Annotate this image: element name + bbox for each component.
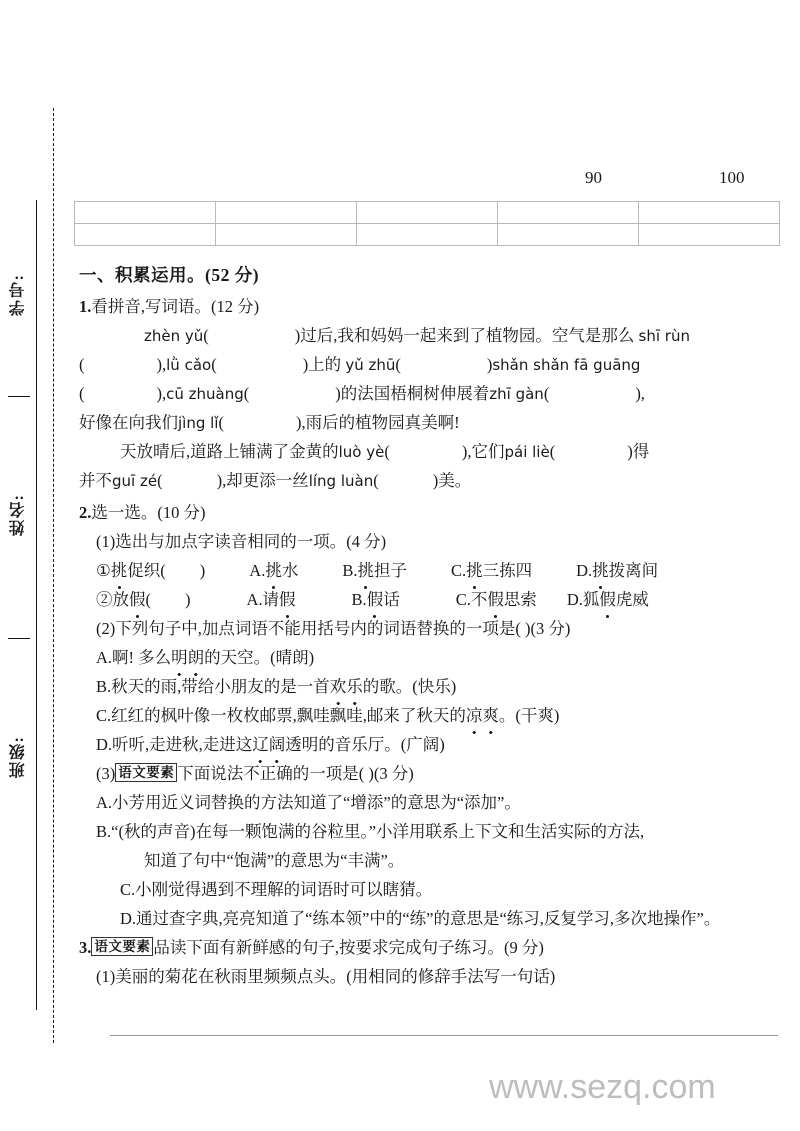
margin-block-class	[0, 662, 37, 852]
q1-line6-pre: 并不	[79, 471, 112, 490]
yuwen-yaosu-badge: 语文要素	[115, 763, 177, 782]
q1-line2-close: ),	[156, 355, 167, 374]
margin-label-student-id: 学号:	[10, 273, 27, 317]
pinyin-zhigan: zhī gàn	[489, 385, 544, 403]
option-text[interactable]: 拨离间	[608, 561, 659, 580]
dotted-char[interactable]: 挑	[357, 557, 374, 585]
pinyin-pailie: pái liè	[504, 443, 550, 461]
option-letter: B.	[351, 590, 367, 609]
option-letter: D.	[576, 561, 593, 580]
option-letter: D.	[566, 590, 583, 609]
option-letter: A.	[249, 561, 266, 580]
pinyin-yuzhu: yǔ zhū	[345, 356, 396, 374]
q1-line-2: ( ),lǜ cǎo( )上的 yǔ zhū( )shǎn shǎn fā guāng	[79, 355, 641, 374]
q2-sub2-option-d[interactable]	[96, 731, 780, 759]
option-text-pre: 秋天的雨,带给小朋友的是一首	[111, 677, 330, 696]
option-text: 的天空。(晴朗)	[204, 648, 315, 667]
q1-line6-end: )美。	[432, 471, 472, 490]
q1-line6-mid: ),却更添一丝	[216, 471, 309, 490]
q1-line3-close: ),	[156, 384, 167, 403]
table-row	[75, 224, 780, 246]
q2-sub3-option-c[interactable]	[120, 876, 780, 904]
dotted-char[interactable]: 假	[279, 586, 296, 614]
question-3-heading	[79, 934, 780, 962]
option-text: 透明的音乐厅。(广阔)	[285, 735, 445, 754]
option-text[interactable]: 思索	[503, 590, 537, 609]
dotted-char[interactable]: 挑	[592, 557, 609, 585]
q2-sub2-option-b[interactable]	[96, 673, 780, 701]
fold-dashed-line	[53, 108, 54, 1043]
table-row	[75, 202, 780, 224]
q2-sub3-prefix: (3)	[96, 764, 116, 783]
option-letter: B.	[96, 677, 112, 696]
option-text: 。(干爽)	[498, 706, 560, 725]
q2-sub1-item-2	[96, 586, 780, 614]
option-letter: D.	[96, 735, 113, 754]
option-letter: B.	[96, 822, 112, 841]
dotted-phrase: 欢乐	[330, 673, 363, 701]
item-marker: ②	[96, 590, 113, 609]
margin-divider-1	[8, 396, 30, 397]
question-1-heading	[79, 293, 780, 321]
q2-sub2-option-a[interactable]	[96, 644, 780, 672]
option-text-pre[interactable]: 请	[262, 590, 280, 609]
question-3-number: 3.	[79, 938, 92, 957]
table-cell[interactable]	[75, 224, 216, 246]
option-letter: C.	[450, 561, 467, 580]
dotted-char: 假	[129, 586, 146, 614]
q1-line-4: 好像在向我们jìng lǐ( ),雨后的植物园真美啊!	[79, 413, 460, 432]
student-info-margin	[0, 200, 37, 1010]
question-3-heading-text: 品读下面有新鲜感的句子,按要求完成句子练习。(9 分)	[153, 938, 544, 957]
pinyin-shanshanfaguang: shǎn shǎn fā guāng	[492, 356, 641, 374]
q1-line3-mid: )的法国梧桐树伸展着	[335, 384, 490, 403]
question-1-number: 1.	[79, 297, 92, 316]
dotted-phrase: 凉爽	[466, 702, 499, 730]
score-number-90: 90	[585, 168, 602, 187]
option-text-pre: 红红的枫叶像一枚枚邮票,飘哇飘哇,邮来了秋天的	[111, 706, 466, 725]
pinyin-cuzhuang: cū zhuàng	[166, 385, 244, 403]
margin-block-student-id	[0, 200, 37, 390]
q2-sub3-label	[96, 760, 780, 788]
q2-sub2-label: (2)下列句子中,加点词语不能用括号内的词语替换的一项是( )(3 分)	[96, 619, 571, 638]
q2-sub2-option-c[interactable]	[96, 702, 780, 730]
dotted-phrase: 明朗	[171, 644, 204, 672]
dotted-char[interactable]: 挑	[265, 557, 282, 585]
option-letter: D.	[120, 909, 137, 928]
option-text-pre[interactable]: 不	[470, 590, 488, 609]
q1-line1-text: )过后,我和妈妈一起来到了植物园。空气是那么	[294, 326, 635, 345]
option-text: 小芳用近义词替换的方法知道了“增添”的意思为“添加”。	[112, 793, 521, 812]
table-cell[interactable]	[498, 202, 639, 224]
option-letter: C.	[120, 880, 136, 899]
dotted-char[interactable]: 假	[367, 586, 384, 614]
q2-sub3-option-b[interactable]	[96, 818, 780, 846]
q2-sub3-label-text: 下面说法不正确的一项是( )(3 分)	[177, 764, 414, 783]
item-stem-end: )	[185, 590, 191, 609]
option-letter: A.	[96, 793, 113, 812]
option-text[interactable]: 三拣四	[482, 561, 533, 580]
q1-line-6: 并不guī zé( ),却更添一丝líng luàn( )美。	[79, 471, 472, 490]
q1-line5-mid: ),它们	[461, 442, 505, 461]
pinyin-zhenyu: zhèn yǔ	[144, 327, 204, 345]
question-2-heading-text: 选一选。(10 分)	[91, 503, 206, 522]
dotted-char[interactable]: 假	[487, 586, 504, 614]
q2-sub1-label: (1)选出与加点字读音相同的一项。(4 分)	[96, 532, 387, 551]
option-letter: A.	[96, 648, 113, 667]
question-2-number: 2.	[79, 503, 92, 522]
option-text: 通过查字典,亮亮知道了“练本领”中的“练”的意思是“练习,反复学习,多次地操作”。	[136, 909, 721, 928]
score-table	[74, 201, 780, 246]
q2-sub1-item-1	[96, 557, 780, 585]
pinyin-lingluan: líng luàn	[308, 472, 374, 490]
q1-line-5: 天放晴后,道路上铺满了金黄的luò yè( ),它们pái liè( )得	[120, 442, 650, 461]
table-cell[interactable]	[75, 202, 216, 224]
q1-line3-open: (	[79, 384, 85, 403]
option-text: 的歌。(快乐)	[362, 677, 457, 696]
table-cell[interactable]	[498, 224, 639, 246]
option-text[interactable]: 虎威	[615, 590, 649, 609]
q2-sub3-option-b-cont: 知道了句中“饱满”的意思为“丰满”。	[144, 851, 405, 870]
item-marker: ①	[96, 561, 111, 580]
pinyin-lucao: lǜ cǎo	[166, 356, 212, 374]
item-stem: 促织(	[127, 561, 166, 580]
table-cell[interactable]	[639, 224, 780, 246]
q2-sub3-option-d[interactable]	[120, 905, 780, 933]
item-stem-end: )	[199, 561, 206, 580]
footer-rule	[110, 1035, 778, 1036]
question-1-heading-text: 看拼音,写词语。(12 分)	[91, 297, 260, 316]
yuwen-yaosu-badge: 语文要素	[91, 937, 153, 956]
margin-label-name: 姓名:	[10, 493, 27, 537]
option-letter: C.	[455, 590, 471, 609]
pinyin-guize: guī zé	[112, 472, 158, 490]
option-letter: C.	[96, 706, 112, 725]
q1-line2-open: (	[79, 355, 85, 374]
section-title: 一、积累运用。(52 分)	[79, 265, 260, 285]
q1-line5-pre: 天放晴后,道路上铺满了金黄的	[120, 442, 339, 461]
option-letter: A.	[246, 590, 263, 609]
option-text[interactable]: 担子	[373, 561, 407, 580]
table-cell[interactable]	[357, 224, 498, 246]
watermark: www.sezq.com	[489, 1068, 716, 1106]
dotted-char: 挑	[111, 557, 128, 585]
table-cell[interactable]	[357, 202, 498, 224]
margin-block-name	[0, 420, 37, 610]
item-stem-pre: 放	[112, 590, 129, 609]
option-text-pre[interactable]: 狐	[582, 590, 600, 609]
q1-line4-post: ),雨后的植物园真美啊!	[295, 413, 460, 432]
q2-sub3-option-a[interactable]	[96, 789, 780, 817]
score-header	[74, 168, 780, 194]
item-stem: (	[145, 590, 151, 609]
q1-line-1: zhèn yǔ( )过后,我和妈妈一起来到了植物园。空气是那么 shī rùn	[144, 326, 690, 345]
table-cell[interactable]	[216, 224, 357, 246]
option-letter: B.	[342, 561, 358, 580]
option-text-pre: 听听,走进秋,走进这	[112, 735, 253, 754]
option-text[interactable]: 水	[281, 561, 299, 580]
margin-divider-2	[8, 638, 30, 639]
score-number-100: 100	[719, 168, 745, 187]
option-text[interactable]: 话	[383, 590, 400, 609]
margin-label-class: 班级:	[10, 735, 27, 779]
q1-line-3: ( ),cū zhuàng( )的法国梧桐树伸展着zhī gàn( ),	[79, 384, 645, 403]
dotted-char[interactable]: 挑	[466, 557, 483, 585]
question-2-heading	[79, 499, 780, 527]
exam-content	[74, 262, 780, 992]
pinyin-jingli: jìng lǐ	[178, 414, 219, 432]
pinyin-luoye: luò yè	[338, 443, 385, 461]
q3-sub1: (1)美丽的菊花在秋雨里频频点头。(用相同的修辞手法写一句话)	[96, 967, 556, 986]
table-cell[interactable]	[216, 202, 357, 224]
table-cell[interactable]	[639, 202, 780, 224]
option-text: 小刚觉得遇到不理解的词语时可以瞎猜。	[135, 880, 433, 899]
option-text-pre: 啊! 多么	[112, 648, 172, 667]
q1-line2-end: )	[486, 355, 493, 374]
q1-line4-pre: 好像在向我们	[79, 413, 178, 432]
dotted-char[interactable]: 假	[599, 586, 616, 614]
q1-line5-end: )得	[627, 442, 650, 461]
option-text: “(秋的声音)在每一颗饱满的谷粒里。”小洋用联系上下文和生活实际的方法,	[111, 822, 645, 841]
q1-line2-mid: )上的	[302, 355, 342, 374]
dotted-phrase: 辽阔	[252, 731, 285, 759]
exam-page	[74, 0, 786, 1131]
pinyin-shirun: shī rùn	[638, 327, 690, 345]
q1-line3-end: ),	[635, 384, 645, 403]
